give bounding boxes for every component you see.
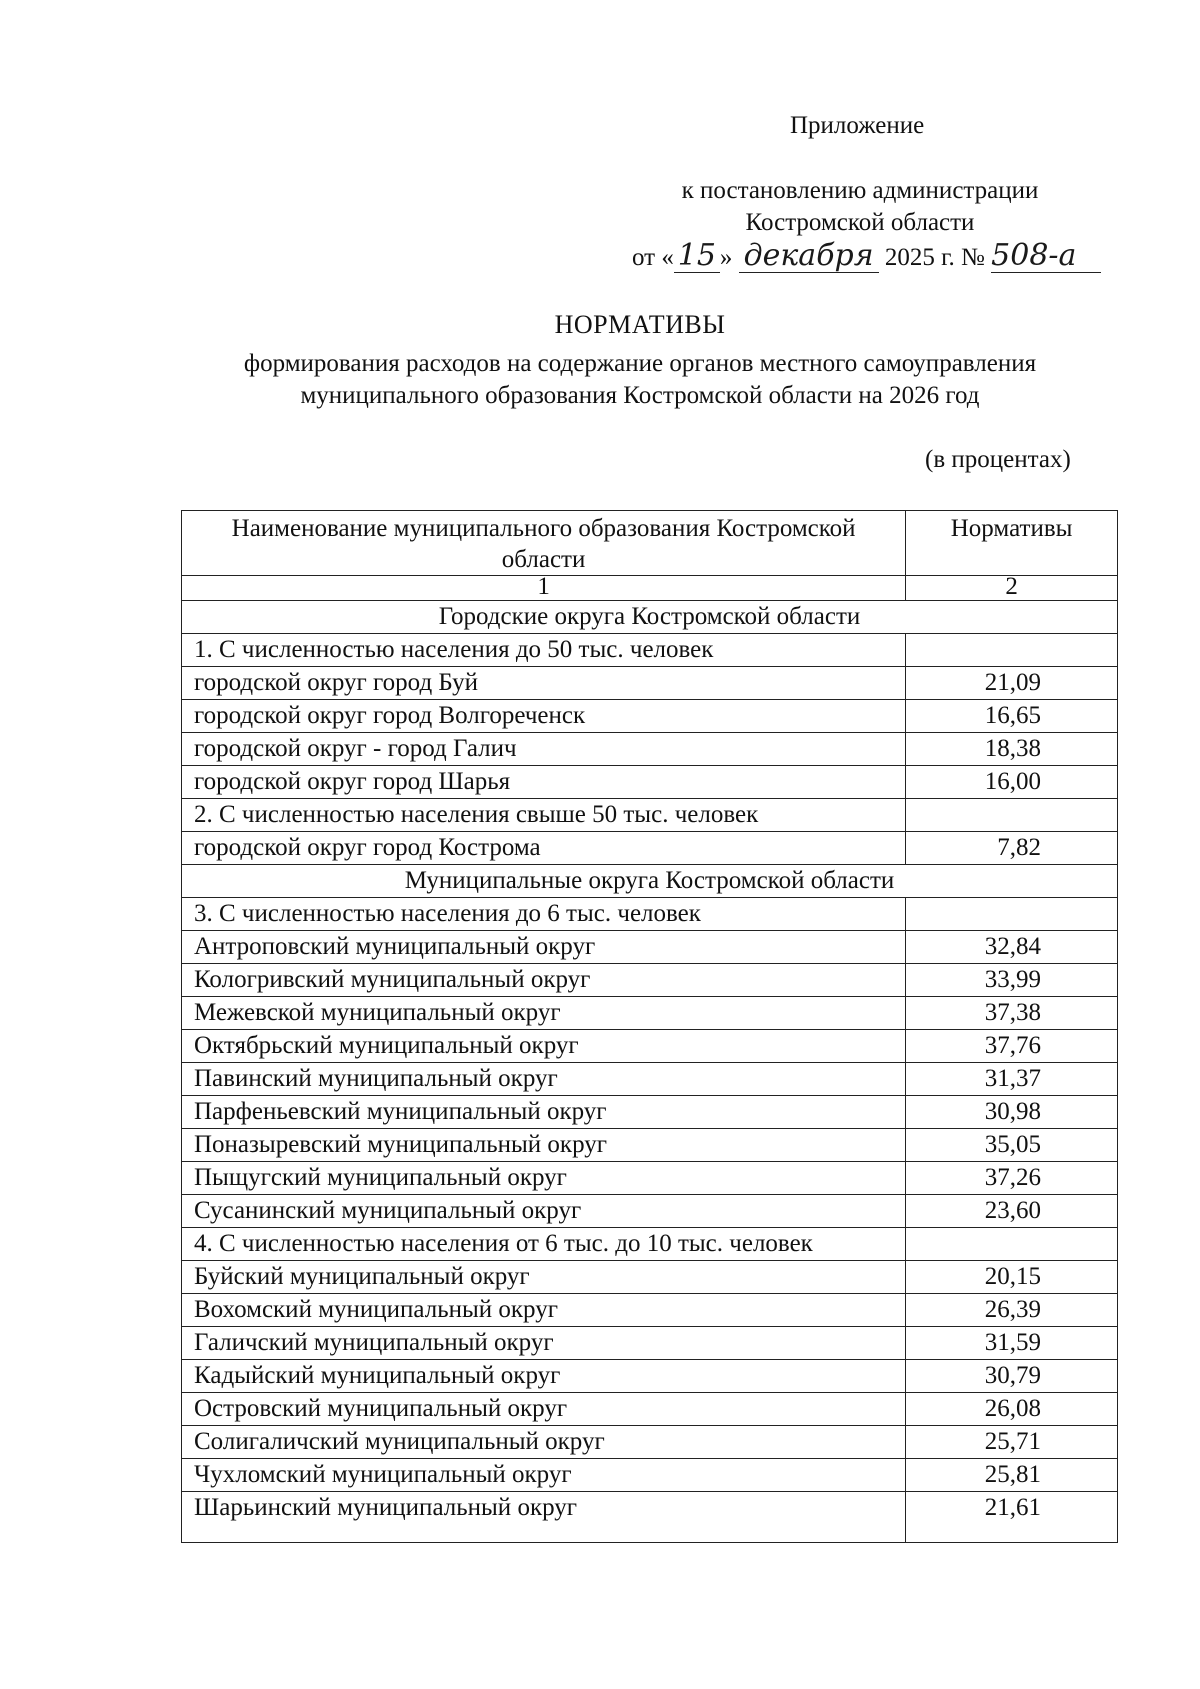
table-row: [182, 1096, 1118, 1129]
municipality-name: Павинский муниципальный округ: [182, 1063, 906, 1096]
table-row: [182, 1426, 1118, 1459]
table-row: [182, 1327, 1118, 1360]
norm-value: 33,99: [906, 964, 1118, 997]
handwritten-number: 508-а: [991, 240, 1101, 273]
appendix-line-1: к постановлению администрации: [681, 177, 1039, 204]
table-row: [182, 1492, 1118, 1543]
norm-value: 16,65: [906, 700, 1118, 733]
norm-value: 26,08: [906, 1393, 1118, 1426]
municipality-name: городской округ город Буй: [182, 667, 906, 700]
municipality-name: Кадыйский муниципальный округ: [182, 1360, 906, 1393]
group-empty-cell: [906, 1228, 1118, 1261]
municipality-name: Буйский муниципальный округ: [182, 1261, 906, 1294]
norm-value: 30,98: [906, 1096, 1118, 1129]
header-name: Наименование муниципального образования Костромской области: [182, 511, 906, 576]
municipality-name: городской округ город Кострома: [182, 832, 906, 865]
municipality-name: Шарьинский муниципальный округ: [182, 1492, 906, 1543]
subtitle-line-1: формирования расходов на содержание органов местного самоуправления: [243, 350, 1037, 377]
group-label: 1. С численностью населения до 50 тыс. человек: [182, 634, 906, 667]
group-empty-cell: [906, 799, 1118, 832]
table-row: [182, 1129, 1118, 1162]
norm-value: 25,81: [906, 1459, 1118, 1492]
norm-value: 32,84: [906, 931, 1118, 964]
date-prefix: от «: [632, 244, 674, 271]
municipality-name: Кологривский муниципальный округ: [182, 964, 906, 997]
municipality-name: Чухломский муниципальный округ: [182, 1459, 906, 1492]
municipality-name: Октябрьский муниципальный округ: [182, 1030, 906, 1063]
units-note: (в процентах): [925, 446, 1071, 473]
municipality-name: Поназыревский муниципальный округ: [182, 1129, 906, 1162]
appendix-title: Приложение: [790, 112, 925, 139]
column-number: 2: [906, 576, 1118, 601]
group-empty-cell: [906, 898, 1118, 931]
norm-value: 20,15: [906, 1261, 1118, 1294]
municipality-name: Межевской муниципальный округ: [182, 997, 906, 1030]
norm-value: 31,37: [906, 1063, 1118, 1096]
table-row: [182, 832, 1118, 865]
handwritten-month: декабря: [739, 240, 879, 273]
table-row: [182, 1294, 1118, 1327]
norm-value: 37,26: [906, 1162, 1118, 1195]
group-label: 2. С численностью населения свыше 50 тыс. человек: [182, 799, 906, 832]
group-label: 4. С численностью населения от 6 тыс. до 10 тыс. человек: [182, 1228, 906, 1261]
norm-value: 35,05: [906, 1129, 1118, 1162]
section-row: [182, 865, 1118, 898]
table-row: [182, 1360, 1118, 1393]
date-year: 2025 г. №: [884, 244, 985, 271]
norm-value: 18,38: [906, 733, 1118, 766]
norm-value: 37,38: [906, 997, 1118, 1030]
decree-date-line: [632, 240, 1101, 274]
norm-value: 21,61: [906, 1492, 1118, 1543]
table-row: [182, 1030, 1118, 1063]
handwritten-day: 15: [674, 240, 720, 273]
table-row: [182, 700, 1118, 733]
table-header-row: [182, 511, 1118, 576]
table-row: [182, 964, 1118, 997]
section-title: Городские округа Костромской области: [182, 601, 1118, 634]
subtitle-line-2: муниципального образования Костромской области на 2026 год: [300, 382, 980, 409]
section-title: Муниципальные округа Костромской области: [182, 865, 1118, 898]
municipality-name: городской округ - город Галич: [182, 733, 906, 766]
municipality-name: Галичский муниципальный округ: [182, 1327, 906, 1360]
norm-value: 37,76: [906, 1030, 1118, 1063]
table-row: [182, 1063, 1118, 1096]
document-title: НОРМАТИВЫ: [554, 310, 726, 339]
municipality-name: Островский муниципальный округ: [182, 1393, 906, 1426]
section-row: [182, 601, 1118, 634]
group-row: [182, 799, 1118, 832]
municipality-name: Пыщугский муниципальный округ: [182, 1162, 906, 1195]
norm-value: 30,79: [906, 1360, 1118, 1393]
header-norm: Нормативы: [906, 511, 1118, 576]
table-row: [182, 931, 1118, 964]
appendix-line-2: Костромской области: [745, 209, 975, 236]
norm-value: 21,09: [906, 667, 1118, 700]
municipality-name: Солигаличский муниципальный округ: [182, 1426, 906, 1459]
municipality-name: городской округ город Шарья: [182, 766, 906, 799]
table-row: [182, 1195, 1118, 1228]
municipality-name: Сусанинский муниципальный округ: [182, 1195, 906, 1228]
table-row: [182, 997, 1118, 1030]
norm-value: 26,39: [906, 1294, 1118, 1327]
norm-value: 7,82: [906, 832, 1118, 865]
norm-value: 25,71: [906, 1426, 1118, 1459]
table-row: [182, 1261, 1118, 1294]
municipality-name: Парфеньевский муниципальный округ: [182, 1096, 906, 1129]
table-row: [182, 766, 1118, 799]
table-row: [182, 1162, 1118, 1195]
municipality-name: Антроповский муниципальный округ: [182, 931, 906, 964]
column-number-row: [182, 576, 1118, 601]
group-empty-cell: [906, 634, 1118, 667]
norm-value: 23,60: [906, 1195, 1118, 1228]
norms-table: [181, 510, 1118, 1543]
document-subtitle: [170, 348, 1110, 412]
group-label: 3. С численностью населения до 6 тыс. человек: [182, 898, 906, 931]
norm-value: 31,59: [906, 1327, 1118, 1360]
municipality-name: Вохомский муниципальный округ: [182, 1294, 906, 1327]
group-row: [182, 898, 1118, 931]
norm-value: 16,00: [906, 766, 1118, 799]
date-quote-close: »: [719, 244, 733, 271]
group-row: [182, 634, 1118, 667]
column-number: 1: [182, 576, 906, 601]
table-row: [182, 1459, 1118, 1492]
group-row: [182, 1228, 1118, 1261]
municipality-name: городской округ город Волгореченск: [182, 700, 906, 733]
table-row: [182, 667, 1118, 700]
table-row: [182, 1393, 1118, 1426]
table-row: [182, 733, 1118, 766]
